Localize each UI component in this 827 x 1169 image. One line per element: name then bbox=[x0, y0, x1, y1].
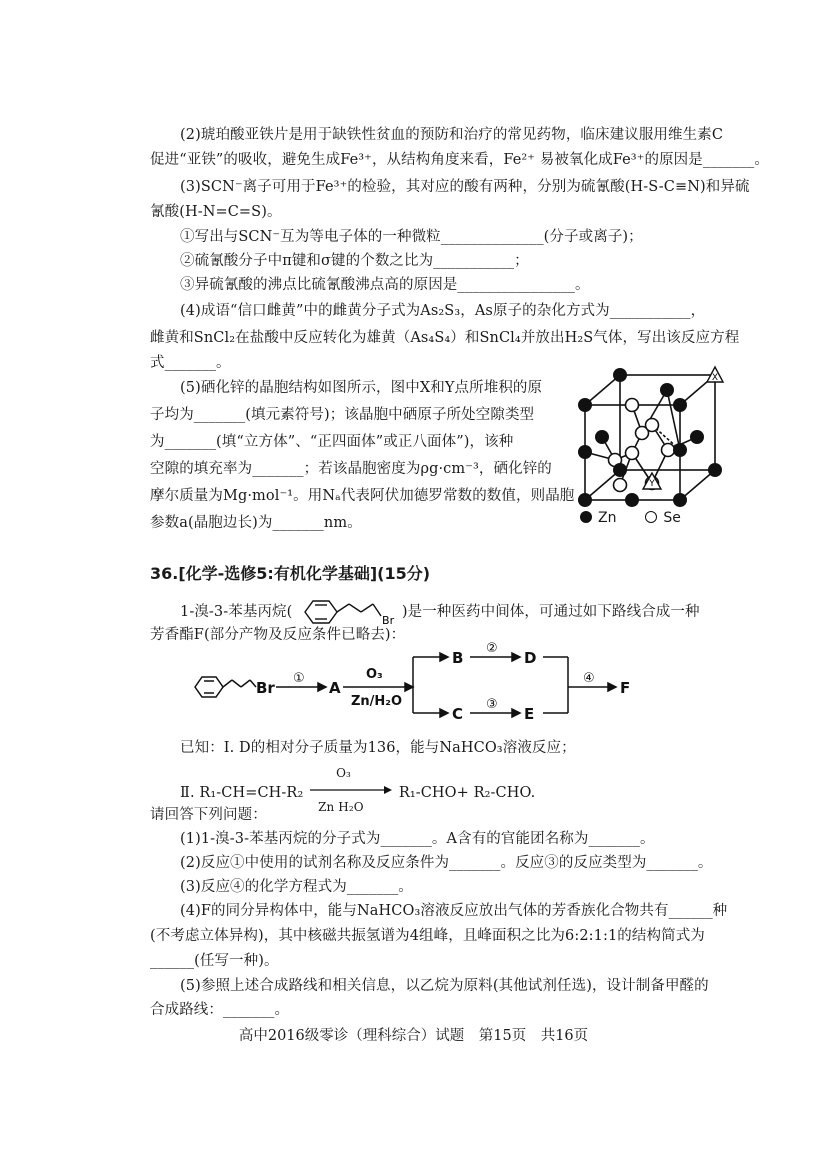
scheme-F: F bbox=[620, 679, 631, 697]
scheme-step1: ① bbox=[293, 671, 305, 686]
q36-known2 bbox=[180, 766, 536, 814]
q36-intro-a: 1-溴-3-苯基丙烷( bbox=[180, 604, 293, 620]
q36-s3: (3)反应④的化学方程式为_______。 bbox=[180, 879, 413, 895]
scheme-A: A bbox=[329, 679, 341, 697]
zn-atom-icon bbox=[580, 511, 592, 523]
synthesis-route-scheme bbox=[190, 635, 650, 735]
crystal-legend bbox=[580, 510, 681, 526]
scheme-reagent-o3: O₃ bbox=[366, 667, 383, 682]
known2-cond-top: O₃ bbox=[336, 766, 351, 780]
q35-part4-line3: 式_______。 bbox=[150, 355, 231, 371]
q35-part5-line5: 摩尔质量为Mg·mol⁻¹。用Nₐ代表阿伏加德罗常数的数值，则晶胞 bbox=[150, 488, 575, 504]
legend-zn: Zn bbox=[598, 510, 617, 526]
inline-br: Br bbox=[382, 614, 395, 626]
q35-part5-line6: 参数a(晶胞边长)为_______nm。 bbox=[150, 515, 362, 531]
q35-part4-line1: (4)成语“信口雌黄”中的雌黄分子式为As₂S₃，As原子的杂化方式为___________， bbox=[180, 303, 706, 319]
q36-intro-b: )是一种医药中间体，可通过如下路线合成一种 bbox=[401, 604, 700, 620]
known2-left: Ⅱ. R₁-CH=CH-R₂ bbox=[180, 785, 304, 801]
scheme-B: B bbox=[452, 649, 464, 667]
q36-ask: 请回答下列问题： bbox=[150, 807, 267, 823]
q35-part5-line1: (5)硒化锌的晶胞结构如图所示，图中X和Y点所堆积的原 bbox=[180, 380, 543, 396]
q35-part3-sub2: ②硫氰酸分子中π键和σ键的个数之比为___________； bbox=[180, 253, 529, 269]
q35-part4-line2: 雌黄和SnCl₂在盐酸中反应转化为雄黄（As₄S₄）和SnCl₄并放出H₂S气体，写出该反应方程 bbox=[150, 330, 740, 346]
q36-s5-line1: (5)参照上述合成路线和相关信息，以乙烷为原料(其他试剂任选)，设计制备甲醛的 bbox=[180, 978, 709, 994]
q36-s4-line3: ______(任写一种)。 bbox=[150, 953, 279, 969]
q36-s2: (2)反应①中使用的试剂名称及反应条件为_______。反应③的反应类型为_______。 bbox=[180, 855, 713, 871]
label-y: Y bbox=[649, 479, 655, 489]
q35-part3-line1: (3)SCN⁻离子可用于Fe³⁺的检验，其对应的酸有两种，分别为硫氰酸(H-S-C≡N)和异硫 bbox=[180, 179, 750, 195]
scheme-reagent-zn: Zn/H₂O bbox=[351, 694, 403, 709]
q35-part5-line3: 为_______(填“立方体”、“正四面体”或正八面体”)，该种 bbox=[150, 434, 514, 450]
q35-part3-sub1: ①写出与SCN⁻互为等电子体的一种微粒______________(分子或离子)； bbox=[180, 229, 643, 245]
label-x: X bbox=[711, 373, 719, 383]
q35-part3-line2: 氰酸(H-N=C=S)。 bbox=[150, 204, 282, 220]
scheme-D: D bbox=[524, 649, 537, 667]
q35-part5-line2: 子均为_______(填元素符号)；该晶胞中硒原子所处空隙类型 bbox=[150, 407, 535, 423]
legend-se: Se bbox=[663, 510, 681, 526]
q36-heading: 36.[化学-选修5:有机化学基础](15分) bbox=[150, 564, 431, 583]
known2-cond-bottom: Zn H₂O bbox=[318, 800, 364, 814]
known2-right: R₁-CHO+ R₂-CHO. bbox=[398, 785, 536, 801]
q36-intro-line1 bbox=[180, 598, 700, 626]
scheme-E: E bbox=[524, 705, 535, 723]
scheme-step2: ② bbox=[486, 641, 498, 656]
q35-part5-line4: 空隙的填充率为_______；若该晶胞密度为ρg·cm⁻³，硒化锌的 bbox=[150, 461, 552, 477]
q35-part2-line2: 促进“亚铁”的吸收，避免生成Fe³⁺，从结构角度来看，Fe²⁺ 易被氧化成Fe³⁺的原因是_______。 bbox=[150, 152, 769, 168]
scheme-step3: ③ bbox=[486, 697, 498, 712]
page-footer: 高中2016级零诊（理科综合）试题 第15页 共16页 bbox=[238, 1028, 589, 1044]
se-atom-icon bbox=[645, 511, 657, 523]
q36-s4-line1: (4)F的同分异构体中，能与NaHCO₃溶液反应放出气体的芳香族化合物共有______种 bbox=[180, 903, 728, 919]
q36-s4-line2: (不考虑立体异构)，其中核磁共振氢谱为4组峰，且峰面积之比为6:2:1:1的结构简式为 bbox=[150, 928, 705, 944]
scheme-step4: ④ bbox=[583, 671, 595, 686]
scheme-start-br: Br bbox=[256, 679, 275, 697]
q36-s5-line2: 合成路线：_______。 bbox=[150, 1002, 290, 1018]
scheme-C: C bbox=[452, 705, 464, 723]
q35-part2-line1: (2)琥珀酸亚铁片是用于缺铁性贫血的预防和治疗的常见药物，临床建议服用维生素C bbox=[180, 127, 724, 143]
q36-known1: 已知：Ⅰ. D的相对分子质量为136，能与NaHCO₃溶液反应； bbox=[180, 740, 576, 756]
q36-s1: (1)1-溴-3-苯基丙烷的分子式为_______。A含有的官能团名称为_______。 bbox=[180, 831, 655, 847]
q35-part3-sub3: ③异硫氰酸的沸点比硫氰酸沸点高的原因是________________。 bbox=[180, 277, 590, 293]
bromophenylpropane-structure bbox=[297, 598, 397, 626]
q36-intro-line2: 芳香酯F(部分产物及反应条件已略去)： bbox=[150, 627, 406, 643]
known2-arrow bbox=[308, 766, 394, 814]
